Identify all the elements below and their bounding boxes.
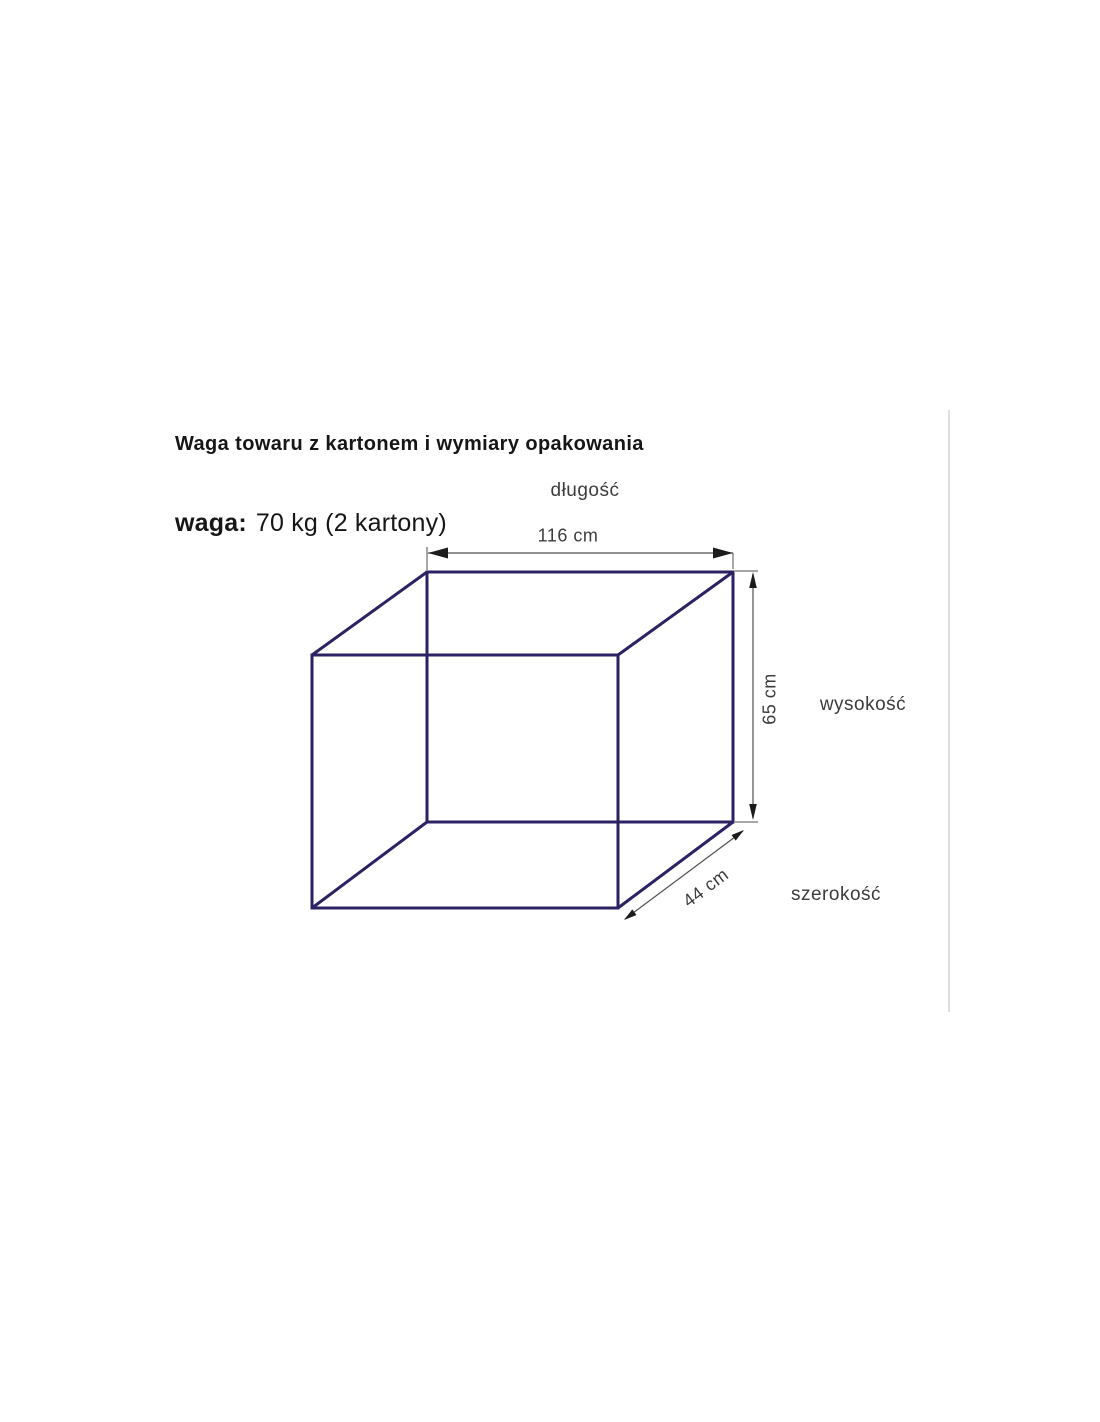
box-front-face bbox=[312, 655, 618, 908]
arrowhead-upright-icon bbox=[732, 830, 745, 841]
page-title: Waga towaru z kartonem i wymiary opakowania bbox=[175, 433, 644, 455]
box-edge-bottom-left bbox=[312, 822, 427, 908]
length-dimension-arrow bbox=[427, 547, 733, 570]
arrowhead-left-icon bbox=[428, 548, 448, 559]
arrowhead-downleft-icon bbox=[624, 909, 637, 920]
height-dimension-arrow bbox=[735, 571, 758, 822]
arrowhead-right-icon bbox=[713, 548, 733, 559]
length-value: 116 cm bbox=[537, 525, 599, 546]
width-label: szerokość bbox=[790, 884, 882, 905]
height-value: 65 cm bbox=[759, 673, 780, 725]
box-edge-bottom-right bbox=[618, 822, 733, 908]
box-back-face bbox=[427, 572, 733, 822]
box-edge-top-left bbox=[312, 572, 427, 655]
weight-label: waga: bbox=[175, 509, 247, 537]
box-edge-top-right bbox=[618, 572, 733, 655]
box-wireframe bbox=[312, 572, 733, 908]
arrowhead-down-icon bbox=[749, 804, 757, 820]
length-label: długość bbox=[550, 480, 620, 501]
arrowhead-up-icon bbox=[749, 572, 757, 588]
content-edge-divider bbox=[948, 410, 950, 1012]
width-value: 44 cm bbox=[679, 864, 733, 912]
weight-value: 70 kg (2 kartony) bbox=[255, 509, 447, 537]
height-label: wysokość bbox=[819, 694, 907, 715]
